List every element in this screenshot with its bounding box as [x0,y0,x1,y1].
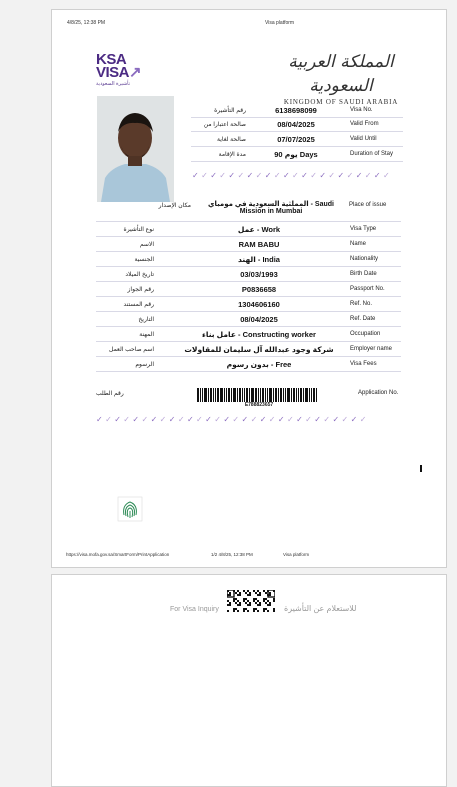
detail-field-value: 08/04/2025 [240,315,278,324]
barcode-bar [287,388,290,402]
top-field-value: 08/04/2025 [277,120,315,129]
barcode-bar [233,388,236,402]
detail-field-value: بدون رسوم - Free [226,360,292,369]
check-mark-icon: ✓ [282,171,290,180]
check-mark-icon: ✓ [259,415,267,424]
check-mark-icon: ✓ [201,171,208,180]
check-mark-icon: ✓ [237,171,245,180]
check-mark-icon: ✓ [373,171,381,180]
barcode-bar [267,388,268,402]
check-mark-icon: ✓ [332,415,340,424]
place-of-issue-en-label: Place of issue [349,202,387,208]
top-field-ar-label: صالحة لغاية [217,137,246,143]
place-of-issue-ar-label: مكان الإصدار [158,203,191,209]
barcode-bar [255,388,257,402]
check-mark-icon: ✓ [96,415,103,424]
check-mark-icon: ✓ [382,171,390,180]
detail-field-row [96,253,401,267]
barcode-bar [251,388,254,402]
barcode-bar [244,388,245,402]
top-field-en-label: Duration of Stay [350,151,394,157]
barcode-bar [309,388,310,402]
detail-field-en-label: Nationality [350,256,379,262]
check-mark-icon: ✓ [296,415,303,424]
footer-url[interactable]: https://visa.mofa.gov.sa/SmartForm/PrintApplication [66,552,170,557]
barcode-bar [305,388,308,402]
check-mark-icon: ✓ [196,415,203,424]
footer-page: 1/2 4/8/25, 12:38 PM [211,552,253,557]
barcode-bar [260,388,261,402]
detail-field-value: 03/03/1993 [240,270,278,279]
kingdom-emblem: المملكة العربية السعودية KINGDOM OF SAUDI ARABIA [283,52,399,106]
check-mark-icon: ✓ [114,415,121,424]
check-mark-icon: ✓ [310,171,317,180]
detail-field-ar-label: الرسوم [135,362,154,368]
barcode-bar [200,388,201,402]
barcode-bar [265,388,266,402]
barcode-bar [262,388,264,402]
detail-field-row [96,358,401,372]
application-en-label: Application No. [358,390,399,396]
barcode-bar [246,388,248,402]
print-datetime: 4/8/25, 12:38 PM [67,20,106,26]
visa-inquiry-en: For Visa Inquiry [170,606,219,613]
barcode-bar [220,388,223,402]
barcode-bar [291,388,292,402]
check-mark-icon: ✓ [319,171,327,180]
visa-inquiry-ar: للاستعلام عن التأشيرة [284,604,357,613]
check-mark-icon: ✓ [359,415,367,424]
barcode-bar [242,388,243,402]
barcode-bar [298,388,299,402]
top-field-row [191,104,403,118]
check-mark-icon: ✓ [255,171,263,180]
check-mark-icon: ✓ [286,415,294,424]
detail-field-value: RAM BABU [238,240,280,249]
barcode-bar [303,388,304,402]
detail-field-ar-label: الجنسية [134,257,154,263]
detail-field-ar-label: رقم الجواز [127,287,154,293]
check-mark-icon: ✓ [192,171,199,180]
barcode-bar [258,388,259,402]
top-field-value: 90 يوم Days [274,150,318,159]
detail-field-ar-label: التاريخ [138,317,154,323]
top-field-value: 6138698099 [275,106,317,115]
check-mark-icon: ✓ [305,415,312,424]
check-mark-icon: ✓ [250,415,258,424]
top-field-ar-label: مدة الإقامة [218,152,246,158]
check-mark-icon: ✓ [337,171,345,180]
check-mark-icon: ✓ [177,415,185,424]
application-number: E788823657 [244,402,274,408]
check-mark-icon: ✓ [323,415,331,424]
detail-field-value: شركة وجود عبدالله آل سليمان للمقاولات [184,345,334,354]
barcode-bar [224,388,225,402]
check-mark-icon: ✓ [150,415,158,424]
detail-field-value: 1304606160 [238,300,280,309]
detail-field-row [96,343,401,357]
detail-field-en-label: Ref. No. [350,301,373,307]
check-mark-icon: ✓ [268,415,276,424]
check-mark-icon: ✓ [364,171,372,180]
barcode-bar [226,388,227,402]
barcode-bar [300,388,302,402]
barcode-bar [202,388,203,402]
detail-field-value: الهند - India [238,255,280,264]
detail-field-en-label: Visa Type [350,226,377,232]
place-of-issue-value: المملثية السعودية في مومباي - Saudi Mission in Mumbai [208,201,334,215]
barcode-bar [280,388,282,402]
check-mark-icon: ✓ [346,171,354,180]
decorative-check-row [96,415,366,425]
check-mark-icon: ✓ [355,171,363,180]
top-field-ar-label: رقم التأشيرة [214,108,246,114]
check-mark-icon: ✓ [350,415,358,424]
check-mark-icon: ✓ [292,171,299,180]
check-mark-icon: ✓ [314,415,321,424]
barcode-bar [204,388,207,402]
detail-field-value: عمل - Work [237,225,281,234]
barcode-bar [208,388,209,402]
barcode-bar [285,388,286,402]
detail-field-ar-label: رقم المستند [123,302,154,308]
check-mark-icon: ✓ [341,415,349,424]
barcode-bar [213,388,214,402]
top-field-row [191,118,403,132]
place-of-issue-row [96,198,401,222]
barcode-bar [231,388,232,402]
check-mark-icon: ✓ [328,171,336,180]
detail-field-value: عامل بناء - Constructing worker [202,330,316,339]
ksa-visa-logo: KSA VISA↗ تأشيرة السعودية [96,51,142,87]
check-mark-icon: ✓ [105,415,112,424]
detail-field-en-label: Employer name [350,346,393,352]
check-mark-icon: ✓ [264,171,272,180]
top-field-ar-label: صالحة اعتبارا من [203,122,246,128]
check-mark-icon: ✓ [159,415,167,424]
detail-field-ar-label: المهنة [139,332,154,338]
barcode-bar [249,388,250,402]
top-field-en-label: Valid Until [350,136,377,142]
detail-field-en-label: Name [350,241,367,247]
decorative-check-row [192,171,390,181]
check-mark-icon: ✓ [223,415,231,424]
top-field-en-label: Valid From [350,121,379,127]
barcode-bar [278,388,279,402]
check-mark-icon: ✓ [123,415,130,424]
detail-field-value: P0836658 [241,285,277,294]
visa-page-2 [51,574,447,787]
footer-title: Visa platform [283,552,310,557]
detail-field-row [96,223,401,237]
applicant-photo [97,96,174,202]
barcode-bar [293,388,295,402]
barcode-bar [313,388,315,402]
detail-field-row [96,313,401,327]
barcode-bar [273,388,274,402]
detail-field-ar-label: تاريخ الميلاد [125,272,154,278]
top-field-row [191,133,403,147]
check-mark-icon: ✓ [219,171,226,180]
visa-page-1 [51,9,447,568]
qr-code [227,590,275,612]
check-mark-icon: ✓ [186,415,194,424]
check-mark-icon: ✓ [141,415,149,424]
top-field-en-label: Visa No. [350,107,373,113]
barcode-bar [275,388,277,402]
barcode-bar [283,388,284,402]
check-mark-icon: ✓ [214,415,221,424]
detail-field-row [96,328,401,342]
barcode-bar [237,388,238,402]
print-title: Visa platform [265,20,295,26]
barcode-bar [269,388,272,402]
detail-field-ar-label: اسم صاحب العمل [109,347,154,353]
top-field-row [191,148,403,162]
check-mark-icon: ✓ [232,415,240,424]
check-mark-icon: ✓ [168,415,176,424]
check-mark-icon: ✓ [246,171,254,180]
detail-field-en-label: Passport No. [350,286,385,292]
barcode-bar [239,388,241,402]
check-mark-icon: ✓ [273,171,281,180]
application-ar-label: رقم الطلب [96,391,124,397]
barcode-bar [296,388,297,402]
barcode-bar [197,388,199,402]
check-mark-icon: ✓ [205,415,212,424]
fingerprint-icon [116,495,144,523]
detail-field-row [96,298,401,312]
detail-field-row [96,268,401,282]
detail-field-ar-label: الاسم [139,242,154,248]
detail-field-en-label: Occupation [350,331,381,337]
barcode-bar [210,388,212,402]
barcode-bar [228,388,230,402]
detail-field-en-label: Visa Fees [350,361,377,367]
check-mark-icon: ✓ [301,171,308,180]
barcode-bar [311,388,312,402]
application-barcode [197,388,321,402]
barcode-bar [215,388,216,402]
check-mark-icon: ✓ [228,171,236,180]
detail-field-en-label: Ref. Date [350,316,376,322]
barcode-bar [217,388,219,402]
barcode-bar [316,388,317,402]
detail-field-row [96,238,401,252]
detail-field-ar-label: نوع التأشيرة [123,227,154,233]
check-mark-icon: ✓ [210,171,217,180]
detail-field-row [96,283,401,297]
check-mark-icon: ✓ [132,415,140,424]
check-mark-icon: ✓ [277,415,285,424]
check-mark-icon: ✓ [241,415,249,424]
text-cursor-mark [420,465,422,472]
detail-field-en-label: Birth Date [350,271,377,277]
top-field-value: 07/07/2025 [277,135,315,144]
